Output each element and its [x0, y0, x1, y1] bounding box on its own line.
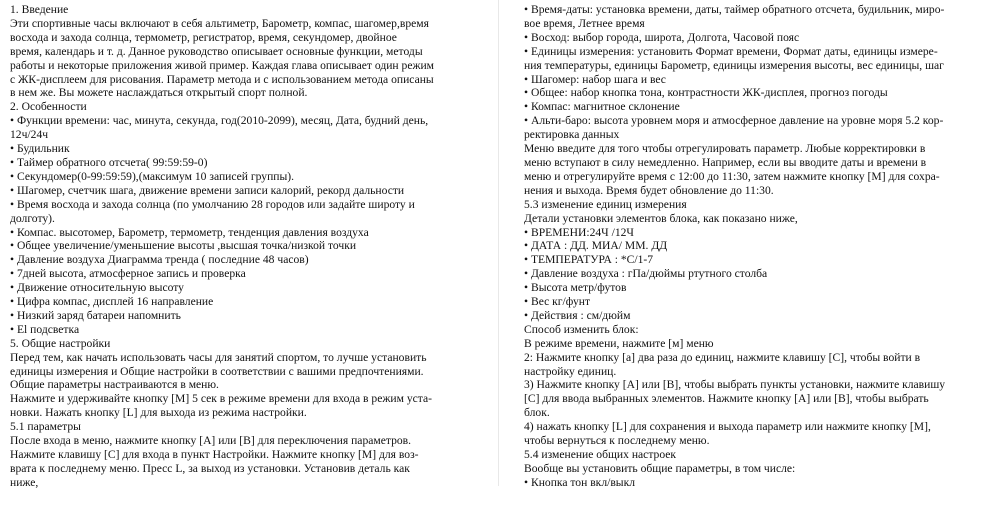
- text-line: • Кнопка тон вкл/выкл: [524, 475, 636, 489]
- text-line: долготу).: [10, 211, 55, 225]
- text-line: • Время восхода и захода солнца (по умолчанию 28 городов или задайте широту и: [10, 197, 415, 211]
- text-line: • Время-даты: установка времени, даты, таймер обратного отсчета, будильник, миро-: [524, 3, 945, 16]
- text-line: 5. Общие настройки: [10, 336, 111, 350]
- text-line: Общие параметры настраиваются в меню.: [10, 378, 219, 392]
- text-line: • Секундомер(0-99:59:59),(максимум 10 записей группы).: [10, 169, 295, 183]
- text-line: • Будильник: [10, 142, 70, 156]
- text-line: • Действия : см/дюйм: [524, 308, 631, 322]
- text-line: • El подсветка: [10, 322, 80, 336]
- text-line: восхода и захода солнца, термометр, регистратор, время, секундомер, двойное: [10, 30, 397, 44]
- text-line: 3) Нажмите кнопку [A] или [B], чтобы выбрать пункты установки, нажмите клавишу: [524, 378, 946, 392]
- text-line: 2: Нажмите кнопку [а] два раза до единиц, нажмите клавишу [C], чтобы войти в: [524, 350, 921, 364]
- text-line: Меню введите для того чтобы отрегулировать параметр. Любые корректировки в: [524, 142, 926, 156]
- text-line: ректировка данных: [524, 128, 620, 142]
- text-line: новки. Нажать кнопку [L] для выхода из режима настройки.: [10, 406, 307, 420]
- text-line: • Шагомер: набор шага и вес: [524, 72, 666, 86]
- text-line: 5.3 изменение единиц измерения: [524, 197, 687, 211]
- text-line: • Высота метр/футов: [524, 281, 627, 295]
- text-line: • 7дней высота, атмосферное запись и проверка: [10, 267, 246, 281]
- text-line: • Низкий заряд батареи напомнить: [10, 308, 181, 322]
- text-line: 2. Особенности: [10, 100, 87, 114]
- text-line: 5.1 параметры: [10, 420, 81, 434]
- text-line: ниже,: [10, 475, 39, 489]
- right-column: [524, 3, 986, 490]
- text-line: ния температуры, единицы Барометр, единицы измерения высоты, вес единицы, шаг: [524, 58, 944, 72]
- text-line: • Таймер обратного отсчета( 99:59:59-0): [10, 155, 208, 169]
- left-column: [10, 3, 472, 490]
- text-line: • Вес кг/фунт: [524, 295, 591, 309]
- text-line: • Движение относительную высоту: [10, 281, 184, 295]
- text-line: 5.4 изменение общих настроек: [524, 448, 677, 461]
- text-line: • Единицы измерения: установить Формат времени, Формат даты, единицы измере-: [524, 44, 938, 58]
- text-line: • Функции времени: час, минута, секунда, год(2010-2099), месяц, Дата, будний день,: [10, 114, 429, 128]
- text-line: После входа в меню, нажмите кнопку [A] или [B] для переключения параметров.: [10, 434, 412, 448]
- text-line: В режиме времени, нажмите [м] меню: [524, 336, 714, 350]
- text-line: • ДАТА : ДД. МИА/ ММ. ДД: [524, 239, 668, 253]
- text-line: 1. Введение: [10, 3, 69, 16]
- text-line: • Восход: выбор города, широта, Долгота, Часовой пояс: [524, 30, 800, 44]
- column-divider: [498, 0, 499, 486]
- text-line: единицы измерения и Общие настройки в соответствии с вашими предпочтениями.: [10, 364, 424, 378]
- text-line: • Давление воздуха : гПа/дюймы ртутного столба: [524, 267, 768, 281]
- text-line: • Давление воздуха Диаграмма тренда ( последние 48 часов): [10, 253, 309, 267]
- text-line: в нем же. Вы можете наслаждаться открытый спорт полной.: [10, 86, 308, 100]
- text-line: Способ изменить блок:: [524, 322, 639, 336]
- text-line: Эти спортивные часы включают в себя альтиметр, Барометр, компас, шагомер,время: [10, 16, 429, 30]
- text-line: • Компас: магнитное склонение: [524, 100, 680, 114]
- text-line: • Компас. высотомер, Барометр, термометр, тенденция давления воздуха: [10, 225, 369, 239]
- text-line: время, календарь и т. д. Данное руководство описывает основные функции, методы: [10, 44, 423, 58]
- text-line: • Цифра компас, дисплей 16 направление: [10, 295, 214, 309]
- text-line: Вообще вы установить общие параметры, в том числе:: [524, 461, 796, 475]
- text-line: Детали установки элементов блока, как показано ниже,: [524, 211, 798, 225]
- text-line: Нажмите и удерживайте кнопку [M] 5 сек в режиме времени для входа в режим уста-: [10, 392, 432, 406]
- text-line: • ТЕМПЕРАТУРА : *C/1-7: [524, 253, 654, 267]
- text-line: • Шагомер, счетчик шага, движение времени записи калорий, рекорд дальности: [10, 183, 405, 197]
- text-line: настройку единиц.: [524, 364, 617, 378]
- text-line: блок.: [524, 406, 550, 420]
- text-line: меню вступают в силу немедленно. Например, если вы вводите даты и времени в: [524, 155, 927, 169]
- text-line: • Альти-баро: высота уровнем моря и атмосферное давление на уровне моря 5.2 кор-: [524, 114, 944, 128]
- text-line: [C] для ввода выбранных элементов. Нажмите кнопку [A] или [B], чтобы выбрать: [524, 392, 929, 406]
- text-line: меню и отрегулируйте время с 12:00 до 11:30, затем нажмите кнопку [M] для сохра-: [524, 169, 940, 183]
- text-line: с ЖК-дисплеем для рисования. Параметр метода и с использованием метода описаны: [10, 72, 434, 86]
- text-line: работы и некоторые приложения живой пример. Каждая глава описывает один режим: [10, 58, 435, 72]
- text-line: чтобы вернуться к последнему меню.: [524, 434, 710, 448]
- text-line: Перед тем, как начать использовать часы для занятий спортом, то лучше установить: [10, 350, 427, 364]
- text-line: • ВРЕМЕНИ:24Ч /12Ч: [524, 225, 634, 239]
- text-line: • Общее: набор кнопка тона, контрастности ЖК-дисплея, прогноз погоды: [524, 86, 888, 100]
- text-line: врата к последнему меню. Пресс L, за выход из установки. Установив деталь как: [10, 461, 410, 475]
- text-line: 4) нажать кнопку [L] для сохранения и выхода параметр или нажмите кнопку [M],: [524, 420, 931, 434]
- text-line: • Общее увеличение/уменьшение высоты ,высшая точка/низкой точки: [10, 239, 357, 253]
- text-line: вое время, Летнее время: [524, 16, 645, 30]
- text-line: Нажмите клавишу [C] для входа в пункт Настройки. Нажмите кнопку [M] для воз-: [10, 448, 419, 461]
- text-line: 12ч/24ч: [10, 128, 49, 142]
- text-line: нения и выхода. Время будет обновление до 11:30.: [524, 183, 774, 197]
